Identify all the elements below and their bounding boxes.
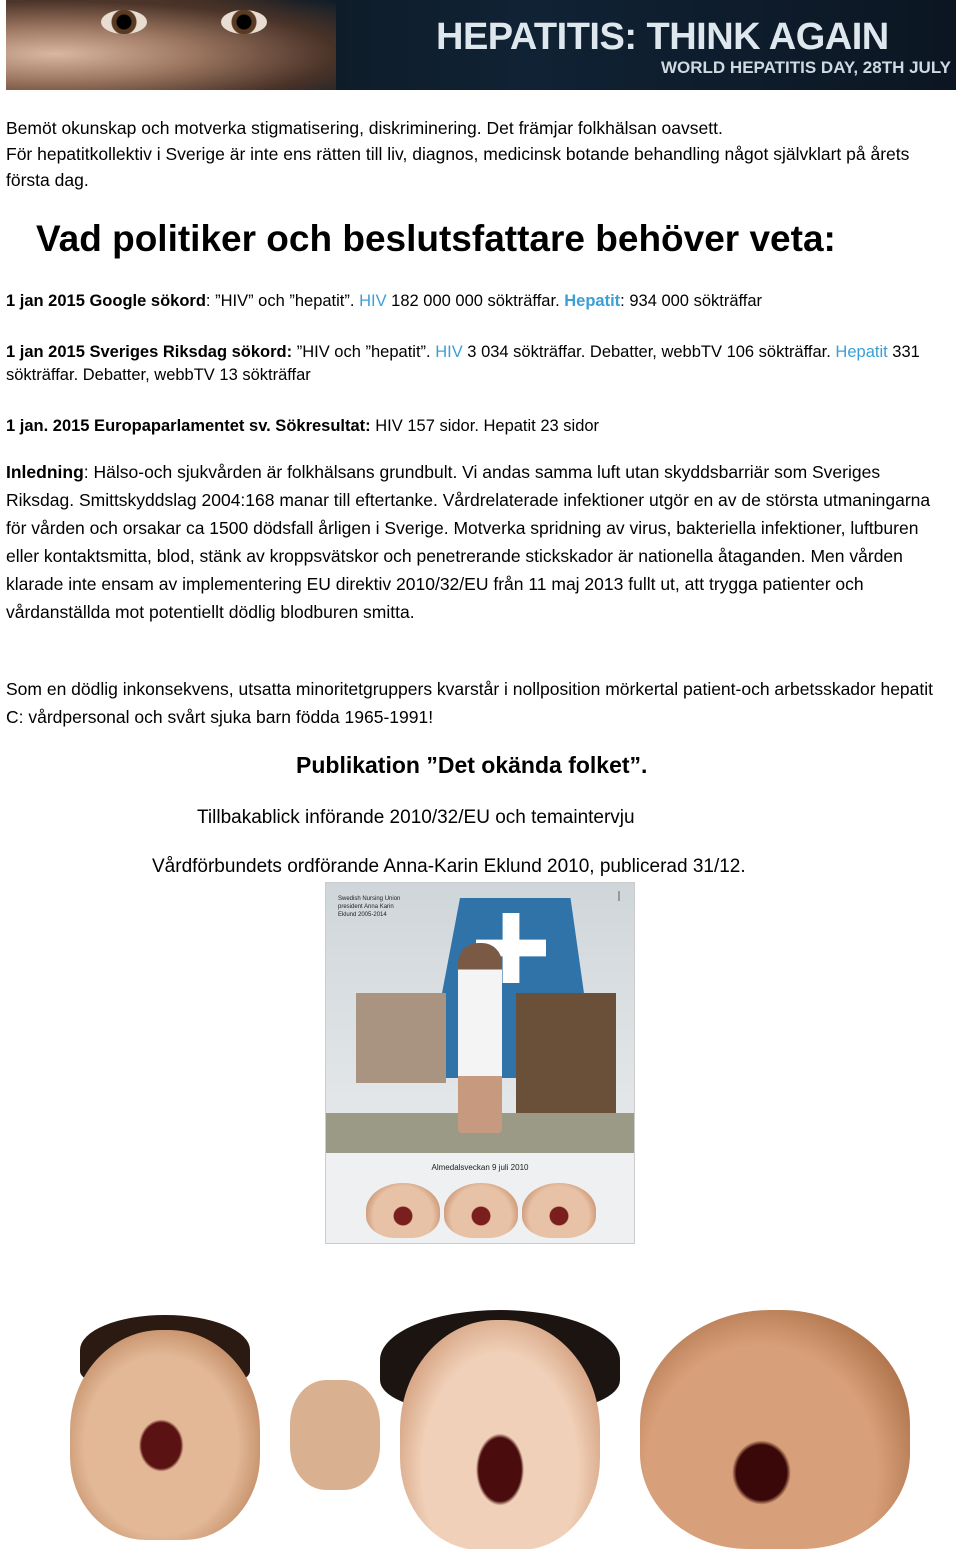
cover-person [458,943,502,1133]
page-heading: Vad politiker och beslutsfattare behöver veta: [36,218,836,259]
publication-cover-image[interactable] [326,883,634,1243]
cover-wall [356,993,446,1083]
intro-paragraph [6,115,956,193]
publication-title: Publikation ”Det okända folket”. [296,752,648,778]
banner-eye-right [221,10,267,34]
intro-line-1: Bemöt okunskap och motverka stigmatisering, diskriminering. Det främjar folkhälsan oavsett. [6,118,723,138]
cover-face-2 [444,1183,518,1238]
intro-line-2: För hepatitkollektiv i Sverige är inte ens rätten till liv, diagnos, medicinsk botande behandling något självklart på årets första dag. [6,144,910,190]
screaming-faces-image [40,1310,916,1549]
google-hiv-link[interactable]: HIV [359,292,387,310]
second-paragraph: Som en dödlig inkonsekvens, utsatta minoritetgruppers kvarstår i nollposition mörkertal patient-och arbetsskador hepatit C: vårdpersonal och svårt sjuka barn födda 1965-1991! [6,679,934,727]
google-row [6,290,951,313]
europa-label: 1 jan. 2015 Europaparlamentet sv. Sökresultat: [6,417,371,435]
woman-hand [290,1380,380,1490]
google-colon: : [205,292,211,310]
banner-face [6,0,336,90]
riksdag-label: 1 jan 2015 Sveriges Riksdag sökord: [6,343,293,361]
europa-row [6,415,951,438]
cover-event: Almedalsveckan 9 juli 2010 [431,1163,529,1172]
body-text: : Hälso-och sjukvården är folkhälsans grundbult. Vi andas samma luft utan skyddsbarriär som Sveriges Riksdag. Smittskyddslag 2004:168 manar till eftertanke. Vårdrelaterade infektioner utgör en av de största utmaningarna för vården och orsakar ca 1500 dödsfall årligen i Sverige. Motverka spridning av virus, bakteriella infektioner, luftburen eller kontaktsmitta, blod, stänk av kroppsvätskor och penetrerande stickskador är nationella åtaganden. Men vården klarade inte ensam av implementering EU direktiv 2010/32/EU från 11 maj 2013 fullt ut, att trygga patienter och vårdanställda mot potentiellt dödlig blodburen smitta. [6,462,931,622]
body-lead: Inledning [6,462,84,482]
google-hepatit-link[interactable]: Hepatit [564,292,621,310]
cover-caption: Swedish Nursing Union president Anna Karin Eklund 2005-2014 [338,896,401,918]
cover-face-1 [366,1183,440,1238]
banner-title: HEPATITIS: THINK AGAIN [436,16,889,58]
author-line: Vårdförbundets ordförande Anna-Karin Eklund 2010, publicerad 31/12. [152,856,746,877]
google-query: ”HIV” och ”hepatit”. [210,292,360,310]
cover-next-icon [618,891,628,901]
banner-image [6,0,956,90]
google-hep-hits: : 934 000 sökträffar [620,292,763,310]
riksdag-hep-hits: 331 sökträffar. Debatter, webbTV 13 sökträffar [6,343,920,384]
banner-eye-left [101,10,147,34]
kid-face [70,1330,260,1540]
body-paragraph [6,458,951,626]
google-hiv-hits: 182 000 000 sökträffar. [386,292,565,310]
retrospective-line: Tillbakablick införande 2010/32/EU och temaintervju [197,807,635,828]
man-face [640,1310,910,1549]
riksdag-query: ”HIV och ”hepatit”. [292,343,436,361]
europa-rest: HIV 157 sidor. Hepatit 23 sidor [370,417,600,435]
woman-face [400,1320,600,1549]
banner-subtitle: WORLD HEPATITIS DAY, 28TH JULY [661,58,951,77]
riksdag-row [6,341,951,387]
riksdag-hiv-hits: 3 034 sökträffar. Debatter, webbTV 106 sökträffar. [462,343,836,361]
riksdag-hepatit-link[interactable]: Hepatit [835,343,888,361]
cover-face-3 [522,1183,596,1238]
riksdag-hiv-link[interactable]: HIV [435,343,463,361]
cover-door [516,993,616,1113]
google-label: 1 jan 2015 Google sökord [6,292,206,310]
cover-faces [366,1183,596,1238]
